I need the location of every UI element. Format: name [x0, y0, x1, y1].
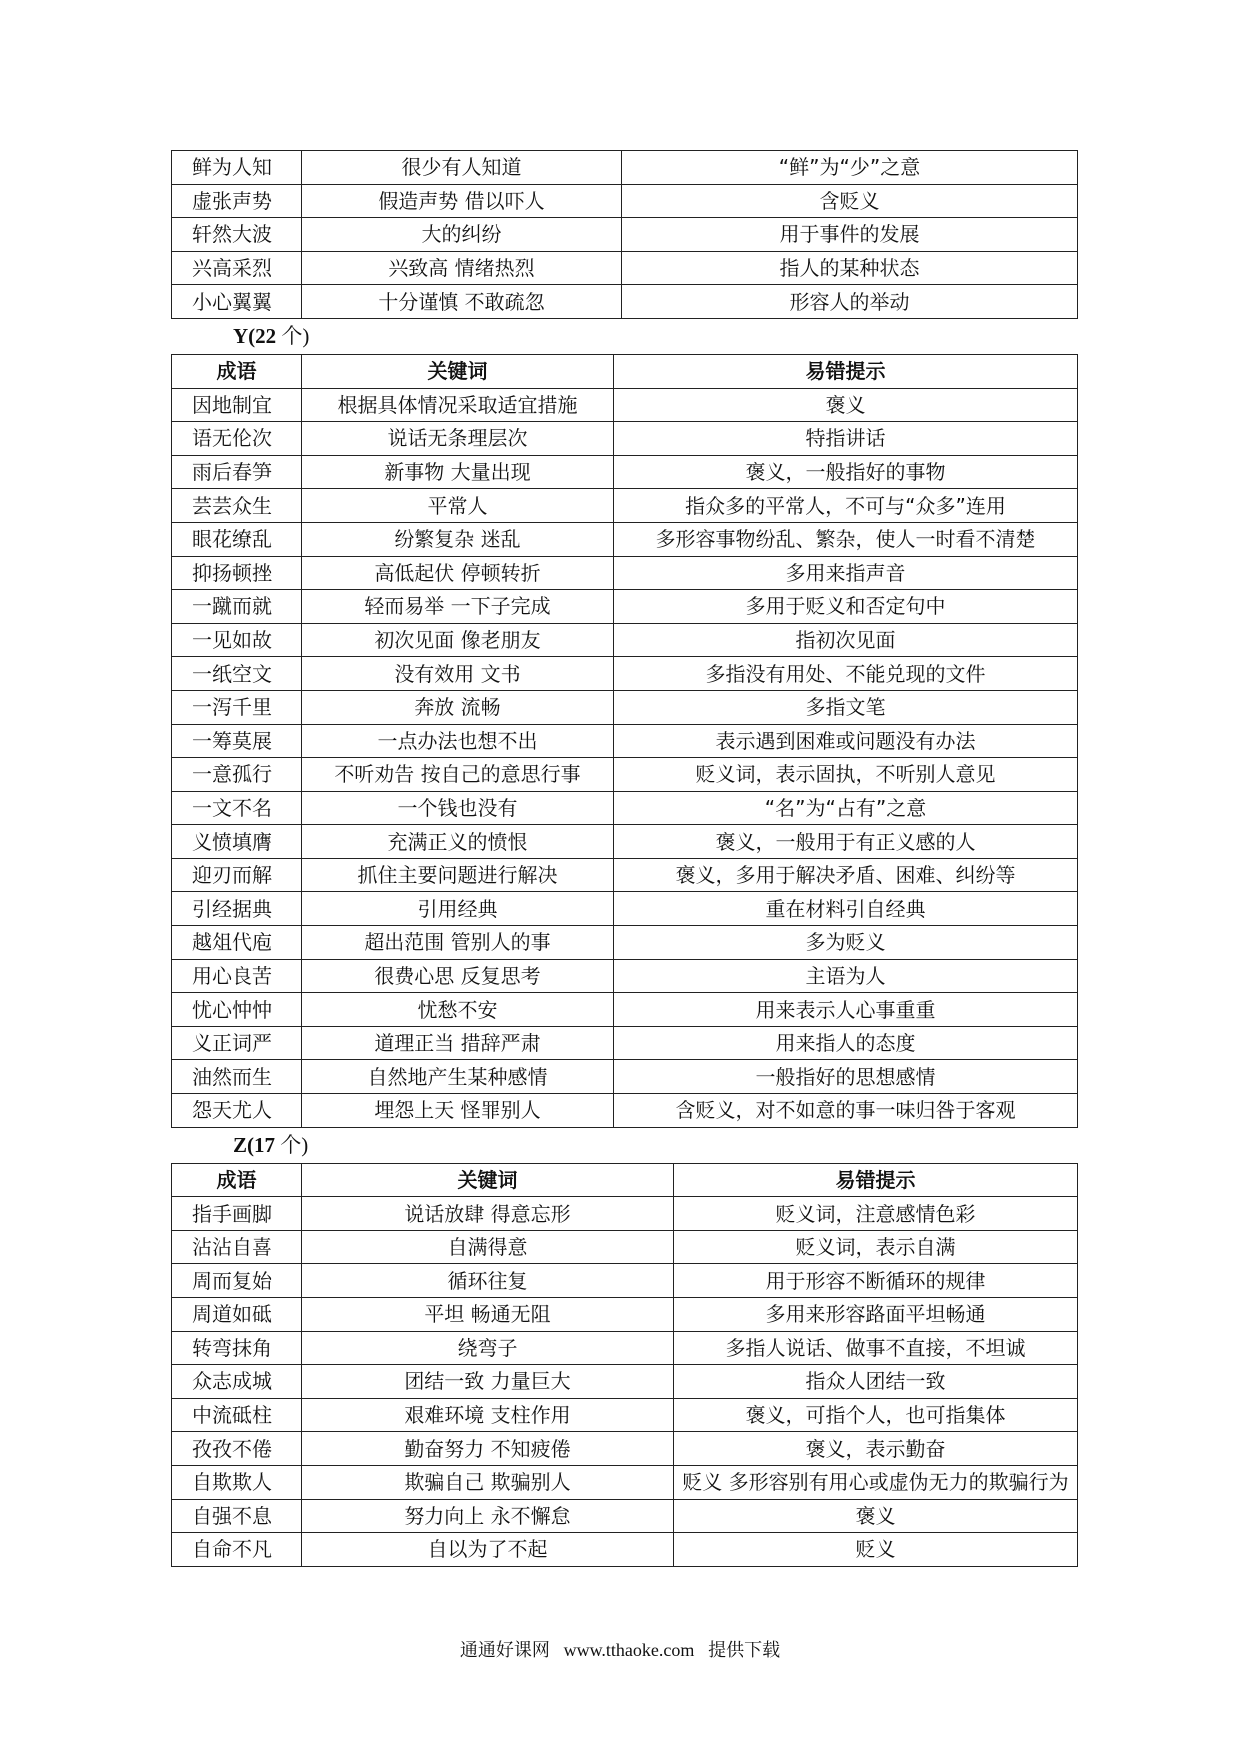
idiom-cell: 一筹莫展	[172, 724, 302, 758]
table-row	[172, 1365, 1078, 1399]
table-x-body	[172, 151, 1078, 319]
tip-cell: 贬义 多形容别有用心或虚伪无力的欺骗行为	[674, 1465, 1078, 1499]
tip-cell: “名”为“占有”之意	[614, 791, 1078, 825]
idiom-cell: 轩然大波	[172, 218, 302, 252]
keywords-cell: 努力向上 永不懈怠	[302, 1499, 674, 1533]
idiom-cell: 越俎代庖	[172, 926, 302, 960]
tip-cell: 用来表示人心事重重	[614, 993, 1078, 1027]
page-footer	[0, 1636, 1240, 1662]
keywords-cell: 奔放 流畅	[302, 690, 614, 724]
idiom-cell: 众志成城	[172, 1365, 302, 1399]
table-row	[172, 1499, 1078, 1533]
tip-cell: 一般指好的思想感情	[614, 1060, 1078, 1094]
section-z-heading	[171, 1128, 1077, 1163]
table-row	[172, 1331, 1078, 1365]
keywords-cell: 平坦 畅通无阻	[302, 1298, 674, 1332]
header-tips: 易错提示	[614, 354, 1078, 388]
header-idiom: 成语	[172, 1163, 302, 1197]
table-row	[172, 1533, 1078, 1567]
tip-cell: 多形容事物纷乱、繁杂，使人一时看不清楚	[614, 522, 1078, 556]
tip-cell: 指众人团结一致	[674, 1365, 1078, 1399]
table-row	[172, 1432, 1078, 1466]
idiom-cell: 兴高采烈	[172, 251, 302, 285]
table-row	[172, 422, 1078, 456]
keywords-cell: 抓住主要问题进行解决	[302, 858, 614, 892]
keywords-cell: 艰难环境 支柱作用	[302, 1398, 674, 1432]
table-y-body	[172, 388, 1078, 1127]
idiom-cell: 虚张声势	[172, 184, 302, 218]
keywords-cell: 自然地产生某种感情	[302, 1060, 614, 1094]
keywords-cell: 道理正当 措辞严肃	[302, 1026, 614, 1060]
keywords-cell: 很费心思 反复思考	[302, 959, 614, 993]
tip-cell: 贬义词，表示自满	[674, 1230, 1078, 1264]
idiom-cell: 一泻千里	[172, 690, 302, 724]
tip-cell: 指众多的平常人，不可与“众多”连用	[614, 489, 1078, 523]
idiom-cell: 指手画脚	[172, 1197, 302, 1231]
table-x-tail	[171, 150, 1078, 319]
table-row	[172, 1398, 1078, 1432]
footer-url-link[interactable]: www.tthaoke.com	[563, 1640, 695, 1660]
idiom-cell: 转弯抹角	[172, 1331, 302, 1365]
tip-cell: 褒义，一般指好的事物	[614, 455, 1078, 489]
tip-cell: 贬义词，表示固执，不听别人意见	[614, 758, 1078, 792]
idiom-cell: 忧心忡忡	[172, 993, 302, 1027]
keywords-cell: 欺骗自己 欺骗别人	[302, 1465, 674, 1499]
table-row	[172, 285, 1078, 319]
tip-cell: 用来指人的态度	[614, 1026, 1078, 1060]
table-row	[172, 1094, 1078, 1128]
keywords-cell: 新事物 大量出现	[302, 455, 614, 489]
table-row	[172, 1298, 1078, 1332]
section-y-suffix: 个)	[276, 323, 310, 348]
table-row	[172, 724, 1078, 758]
tip-cell: 贬义	[674, 1533, 1078, 1567]
keywords-cell: 绕弯子	[302, 1331, 674, 1365]
keywords-cell: 平常人	[302, 489, 614, 523]
idiom-cell: 一文不名	[172, 791, 302, 825]
keywords-cell: 循环往复	[302, 1264, 674, 1298]
keywords-cell: 不听劝告 按自己的意思行事	[302, 758, 614, 792]
keywords-cell: 十分谨慎 不敢疏忽	[302, 285, 622, 319]
keywords-cell: 很少有人知道	[302, 151, 622, 185]
tip-cell: 褒义，表示勤奋	[674, 1432, 1078, 1466]
table-row	[172, 892, 1078, 926]
tip-cell: 特指讲话	[614, 422, 1078, 456]
keywords-cell: 埋怨上天 怪罪别人	[302, 1094, 614, 1128]
section-y-letter: Y(22	[233, 323, 277, 348]
idiom-cell: 周道如砥	[172, 1298, 302, 1332]
tip-cell: 褒义，可指个人，也可指集体	[674, 1398, 1078, 1432]
keywords-cell: 纷繁复杂 迷乱	[302, 522, 614, 556]
idiom-cell: 抑扬顿挫	[172, 556, 302, 590]
idiom-cell: 中流砥柱	[172, 1398, 302, 1432]
header-keywords: 关键词	[302, 1163, 674, 1197]
keywords-cell: 高低起伏 停顿转折	[302, 556, 614, 590]
table-row	[172, 690, 1078, 724]
table-row	[172, 489, 1078, 523]
table-row	[172, 151, 1078, 185]
tip-cell: 用于事件的发展	[622, 218, 1078, 252]
tip-cell: 多用来形容路面平坦畅通	[674, 1298, 1078, 1332]
tip-cell: 褒义，一般用于有正义感的人	[614, 825, 1078, 859]
table-row	[172, 758, 1078, 792]
tip-cell: 重在材料引自经典	[614, 892, 1078, 926]
keywords-cell: 超出范围 管别人的事	[302, 926, 614, 960]
table-row	[172, 959, 1078, 993]
table-row	[172, 1026, 1078, 1060]
tip-cell: 形容人的举动	[622, 285, 1078, 319]
idiom-cell: 芸芸众生	[172, 489, 302, 523]
header-tips: 易错提示	[674, 1163, 1078, 1197]
keywords-cell: 初次见面 像老朋友	[302, 623, 614, 657]
tip-cell: 主语为人	[614, 959, 1078, 993]
footer-tail: 提供下载	[708, 1640, 781, 1661]
idiom-cell: 自欺欺人	[172, 1465, 302, 1499]
tip-cell: 用于形容不断循环的规律	[674, 1264, 1078, 1298]
keywords-cell: 一点办法也想不出	[302, 724, 614, 758]
table-row	[172, 1230, 1078, 1264]
tip-cell: 多指文笔	[614, 690, 1078, 724]
table-z-header-row	[172, 1163, 1078, 1197]
idiom-cell: 一蹴而就	[172, 590, 302, 624]
idiom-cell: 义愤填膺	[172, 825, 302, 859]
document-page	[171, 150, 1077, 1567]
keywords-cell: 充满正义的愤恨	[302, 825, 614, 859]
table-row	[172, 623, 1078, 657]
tip-cell: 多为贬义	[614, 926, 1078, 960]
keywords-cell: 假造声势 借以吓人	[302, 184, 622, 218]
table-row	[172, 388, 1078, 422]
idiom-cell: 怨天尤人	[172, 1094, 302, 1128]
keywords-cell: 一个钱也没有	[302, 791, 614, 825]
idiom-cell: 引经据典	[172, 892, 302, 926]
table-y	[171, 354, 1078, 1128]
table-row	[172, 455, 1078, 489]
keywords-cell: 自以为了不起	[302, 1533, 674, 1567]
table-y-header-row	[172, 354, 1078, 388]
tip-cell: 多指人说话、做事不直接，不坦诚	[674, 1331, 1078, 1365]
keywords-cell: 没有效用 文书	[302, 657, 614, 691]
keywords-cell: 忧愁不安	[302, 993, 614, 1027]
table-row	[172, 251, 1078, 285]
table-row	[172, 858, 1078, 892]
keywords-cell: 引用经典	[302, 892, 614, 926]
section-z-letter: Z(17	[233, 1132, 275, 1157]
tip-cell: 褒义	[674, 1499, 1078, 1533]
header-keywords: 关键词	[302, 354, 614, 388]
tip-cell: 多用于贬义和否定句中	[614, 590, 1078, 624]
keywords-cell: 团结一致 力量巨大	[302, 1365, 674, 1399]
keywords-cell: 说话放肆 得意忘形	[302, 1197, 674, 1231]
tip-cell: 褒义	[614, 388, 1078, 422]
idiom-cell: 雨后春笋	[172, 455, 302, 489]
table-row	[172, 218, 1078, 252]
idiom-cell: 孜孜不倦	[172, 1432, 302, 1466]
tip-cell: 贬义词，注意感情色彩	[674, 1197, 1078, 1231]
keywords-cell: 兴致高 情绪热烈	[302, 251, 622, 285]
tip-cell: 指初次见面	[614, 623, 1078, 657]
idiom-cell: 一见如故	[172, 623, 302, 657]
footer-site: 通通好课网	[459, 1640, 550, 1661]
keywords-cell: 根据具体情况采取适宜措施	[302, 388, 614, 422]
table-row	[172, 184, 1078, 218]
idiom-cell: 周而复始	[172, 1264, 302, 1298]
idiom-cell: 油然而生	[172, 1060, 302, 1094]
keywords-cell: 轻而易举 一下子完成	[302, 590, 614, 624]
keywords-cell: 说话无条理层次	[302, 422, 614, 456]
tip-cell: 指人的某种状态	[622, 251, 1078, 285]
idiom-cell: 语无伦次	[172, 422, 302, 456]
table-row	[172, 1465, 1078, 1499]
keywords-cell: 勤奋努力 不知疲倦	[302, 1432, 674, 1466]
section-y-heading	[171, 319, 1077, 354]
tip-cell: 含贬义，对不如意的事一味归咎于客观	[614, 1094, 1078, 1128]
idiom-cell: 自命不凡	[172, 1533, 302, 1567]
idiom-cell: 一意孤行	[172, 758, 302, 792]
table-row	[172, 1197, 1078, 1231]
header-idiom: 成语	[172, 354, 302, 388]
tip-cell: 多指没有用处、不能兑现的文件	[614, 657, 1078, 691]
tip-cell: 含贬义	[622, 184, 1078, 218]
idiom-cell: 用心良苦	[172, 959, 302, 993]
keywords-cell: 大的纠纷	[302, 218, 622, 252]
tip-cell: 表示遇到困难或问题没有办法	[614, 724, 1078, 758]
table-z-body	[172, 1197, 1078, 1567]
idiom-cell: 迎刃而解	[172, 858, 302, 892]
table-row	[172, 926, 1078, 960]
table-z	[171, 1163, 1078, 1567]
tip-cell: 褒义，多用于解决矛盾、困难、纠纷等	[614, 858, 1078, 892]
table-row	[172, 791, 1078, 825]
table-row	[172, 556, 1078, 590]
idiom-cell: 一纸空文	[172, 657, 302, 691]
idiom-cell: 沾沾自喜	[172, 1230, 302, 1264]
table-row	[172, 1060, 1078, 1094]
table-row	[172, 1264, 1078, 1298]
idiom-cell: 义正词严	[172, 1026, 302, 1060]
idiom-cell: 自强不息	[172, 1499, 302, 1533]
section-z-suffix: 个)	[275, 1132, 309, 1157]
table-row	[172, 590, 1078, 624]
tip-cell: 多用来指声音	[614, 556, 1078, 590]
idiom-cell: 鲜为人知	[172, 151, 302, 185]
keywords-cell: 自满得意	[302, 1230, 674, 1264]
table-row	[172, 657, 1078, 691]
table-row	[172, 993, 1078, 1027]
idiom-cell: 眼花缭乱	[172, 522, 302, 556]
tip-cell: “鲜”为“少”之意	[622, 151, 1078, 185]
table-row	[172, 522, 1078, 556]
idiom-cell: 小心翼翼	[172, 285, 302, 319]
idiom-cell: 因地制宜	[172, 388, 302, 422]
table-row	[172, 825, 1078, 859]
